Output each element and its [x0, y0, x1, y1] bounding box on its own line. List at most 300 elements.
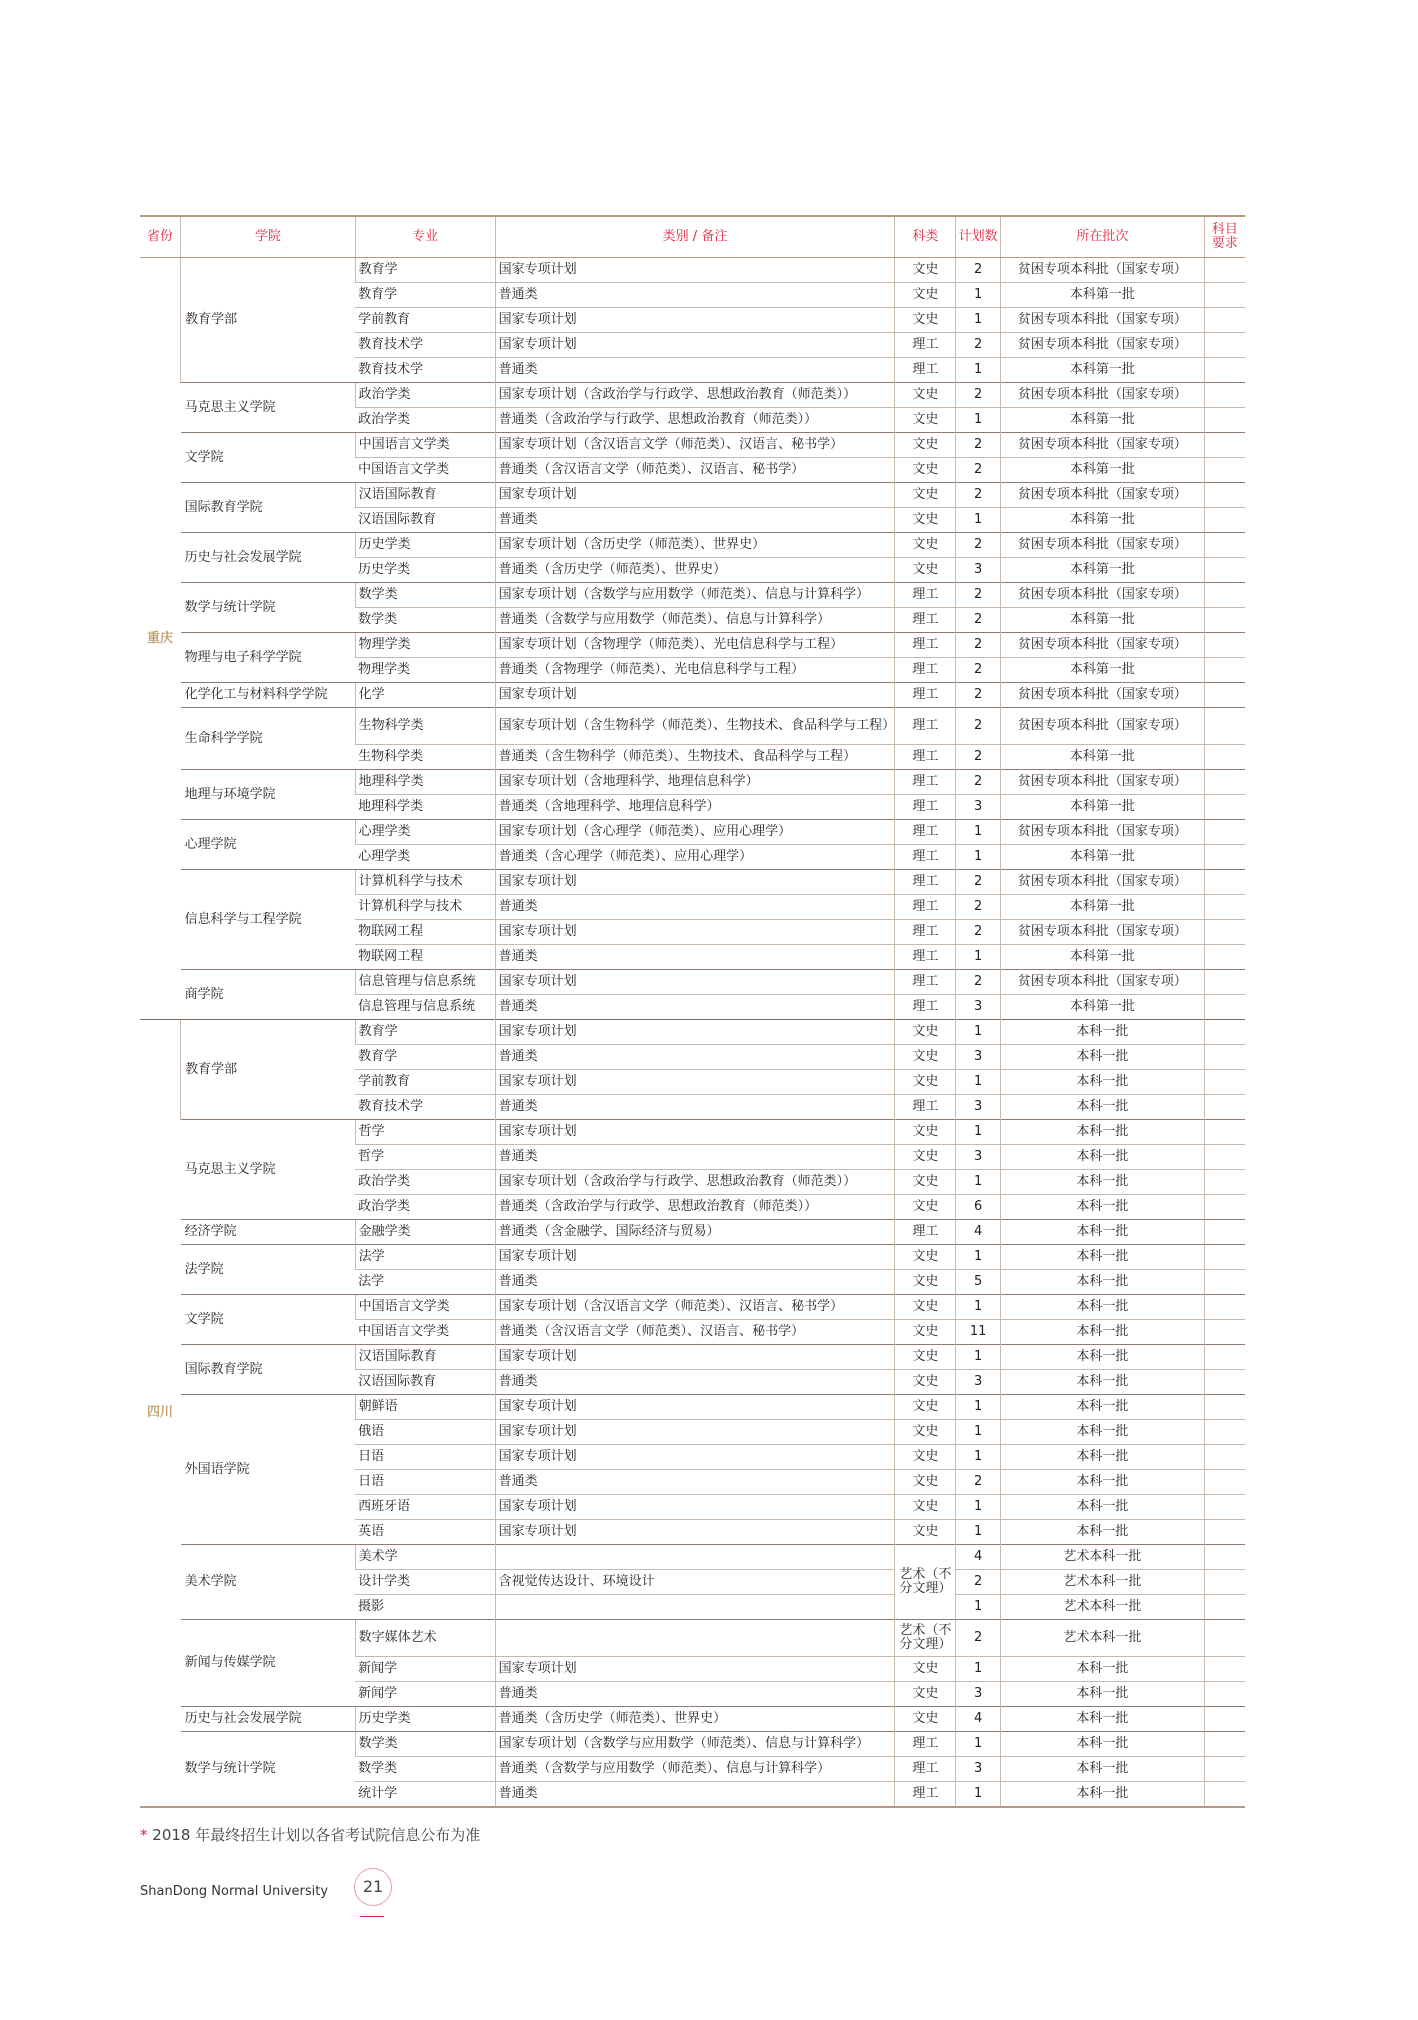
subject-cell: 文史 — [895, 1245, 956, 1270]
table-row — [140, 1245, 1245, 1270]
plan-count-cell: 1 — [956, 1170, 1001, 1195]
subject-cell: 理工 — [895, 820, 956, 845]
plan-count-cell: 1 — [956, 1295, 1001, 1320]
batch-cell: 贫困专项本科批（国家专项） — [1000, 708, 1204, 745]
subject-cell: 文史 — [895, 483, 956, 508]
major-cell: 数学类 — [355, 1757, 495, 1782]
subject-cell: 理工 — [895, 1757, 956, 1782]
category-cell: 国家专项计划 — [495, 1345, 895, 1370]
plan-count-cell: 2 — [956, 458, 1001, 483]
subject-cell: 文史 — [895, 1495, 956, 1520]
batch-cell: 贫困专项本科批（国家专项） — [1000, 970, 1204, 995]
batch-cell: 本科一批 — [1000, 1420, 1204, 1445]
batch-cell: 本科第一批 — [1000, 458, 1204, 483]
plan-count-cell: 1 — [956, 508, 1001, 533]
category-cell: 普通类 — [495, 1145, 895, 1170]
page-number: 21 — [354, 1868, 392, 1906]
requirement-cell — [1204, 608, 1245, 633]
plan-count-cell: 3 — [956, 1045, 1001, 1070]
major-cell: 历史学类 — [355, 558, 495, 583]
requirement-cell — [1204, 1095, 1245, 1120]
subject-cell: 理工 — [895, 708, 956, 745]
category-cell: 国家专项计划 — [495, 1495, 895, 1520]
requirement-cell — [1204, 795, 1245, 820]
plan-count-cell: 1 — [956, 1345, 1001, 1370]
category-cell: 国家专项计划 — [495, 1657, 895, 1682]
major-cell: 中国语言文学类 — [355, 1295, 495, 1320]
batch-cell: 贫困专项本科批（国家专项） — [1000, 333, 1204, 358]
subject-cell: 理工 — [895, 1732, 956, 1757]
plan-count-cell: 3 — [956, 1682, 1001, 1707]
subject-cell: 文史 — [895, 383, 956, 408]
college-cell: 文学院 — [181, 433, 356, 483]
category-cell: 普通类（含地理科学、地理信息科学） — [495, 795, 895, 820]
category-cell: 国家专项计划（含政治学与行政学、思想政治教育（师范类）） — [495, 1170, 895, 1195]
major-cell: 美术学 — [355, 1545, 495, 1570]
major-cell: 数学类 — [355, 583, 495, 608]
footnote — [140, 1824, 480, 1845]
category-cell: 普通类（含数学与应用数学（师范类）、信息与计算科学） — [495, 1757, 895, 1782]
requirement-cell — [1204, 1320, 1245, 1345]
plan-count-cell: 5 — [956, 1270, 1001, 1295]
batch-cell: 本科一批 — [1000, 1757, 1204, 1782]
category-cell: 普通类 — [495, 358, 895, 383]
plan-count-cell: 2 — [956, 608, 1001, 633]
subject-cell: 文史 — [895, 1682, 956, 1707]
college-cell: 物理与电子科学学院 — [181, 633, 356, 683]
batch-cell: 贫困专项本科批（国家专项） — [1000, 770, 1204, 795]
plan-count-cell: 1 — [956, 1395, 1001, 1420]
subject-cell: 文史 — [895, 1445, 956, 1470]
requirement-cell — [1204, 1345, 1245, 1370]
major-cell: 设计学类 — [355, 1570, 495, 1595]
major-cell: 哲学 — [355, 1145, 495, 1170]
table-row — [140, 1620, 1245, 1657]
subject-cell: 理工 — [895, 333, 956, 358]
category-cell: 普通类（含数学与应用数学（师范类）、信息与计算科学） — [495, 608, 895, 633]
plan-count-cell: 1 — [956, 1020, 1001, 1045]
batch-cell: 本科第一批 — [1000, 895, 1204, 920]
batch-cell: 本科一批 — [1000, 1195, 1204, 1220]
category-cell: 普通类 — [495, 945, 895, 970]
requirement-cell — [1204, 1570, 1245, 1595]
batch-cell: 本科一批 — [1000, 1682, 1204, 1707]
major-cell: 汉语国际教育 — [355, 483, 495, 508]
plan-count-cell: 2 — [956, 745, 1001, 770]
plan-count-cell: 4 — [956, 1707, 1001, 1732]
major-cell: 俄语 — [355, 1420, 495, 1445]
category-cell: 国家专项计划 — [495, 870, 895, 895]
major-cell: 法学 — [355, 1270, 495, 1295]
category-cell: 国家专项计划（含心理学（师范类）、应用心理学） — [495, 820, 895, 845]
college-cell: 文学院 — [181, 1295, 356, 1345]
major-cell: 物理学类 — [355, 633, 495, 658]
category-cell: 普通类 — [495, 1370, 895, 1395]
batch-cell: 贫困专项本科批（国家专项） — [1000, 920, 1204, 945]
category-cell: 普通类（含物理学（师范类）、光电信息科学与工程） — [495, 658, 895, 683]
plan-count-cell: 2 — [956, 583, 1001, 608]
table-row — [140, 683, 1245, 708]
plan-count-cell: 4 — [956, 1545, 1001, 1570]
batch-cell: 本科一批 — [1000, 1045, 1204, 1070]
footnote-star: * — [140, 1826, 148, 1844]
major-cell: 中国语言文学类 — [355, 1320, 495, 1345]
requirement-cell — [1204, 1445, 1245, 1470]
batch-cell: 贫困专项本科批（国家专项） — [1000, 870, 1204, 895]
category-cell: 普通类 — [495, 995, 895, 1020]
category-cell — [495, 1620, 895, 1657]
batch-cell: 本科一批 — [1000, 1095, 1204, 1120]
requirement-cell — [1204, 1395, 1245, 1420]
requirement-cell — [1204, 1245, 1245, 1270]
subject-cell: 艺术（不分文理） — [895, 1620, 956, 1657]
requirement-cell — [1204, 1682, 1245, 1707]
requirement-cell — [1204, 533, 1245, 558]
batch-cell: 本科第一批 — [1000, 358, 1204, 383]
subject-cell: 文史 — [895, 1120, 956, 1145]
table-row — [140, 1295, 1245, 1320]
table-header-row — [140, 216, 1245, 258]
plan-count-cell: 3 — [956, 558, 1001, 583]
table-row — [140, 583, 1245, 608]
plan-count-cell: 2 — [956, 333, 1001, 358]
major-cell: 学前教育 — [355, 308, 495, 333]
province-cell: 四川 — [140, 1020, 181, 1808]
subject-cell: 理工 — [895, 1220, 956, 1245]
requirement-cell — [1204, 1495, 1245, 1520]
major-cell: 生物科学类 — [355, 708, 495, 745]
table-row — [140, 870, 1245, 895]
subject-cell: 文史 — [895, 1520, 956, 1545]
requirement-cell — [1204, 1732, 1245, 1757]
subject-cell: 文史 — [895, 283, 956, 308]
batch-cell: 本科第一批 — [1000, 995, 1204, 1020]
major-cell: 政治学类 — [355, 408, 495, 433]
college-cell: 教育学部 — [181, 258, 356, 383]
plan-count-cell: 2 — [956, 658, 1001, 683]
plan-count-cell: 2 — [956, 920, 1001, 945]
subject-cell: 理工 — [895, 683, 956, 708]
category-cell: 国家专项计划 — [495, 1020, 895, 1045]
major-cell: 学前教育 — [355, 1070, 495, 1095]
major-cell: 计算机科学与技术 — [355, 870, 495, 895]
header-batch: 所在批次 — [1000, 216, 1204, 258]
subject-cell: 文史 — [895, 1045, 956, 1070]
requirement-cell — [1204, 383, 1245, 408]
plan-count-cell: 2 — [956, 683, 1001, 708]
batch-cell: 本科一批 — [1000, 1170, 1204, 1195]
requirement-cell — [1204, 633, 1245, 658]
requirement-cell — [1204, 1070, 1245, 1095]
major-cell: 教育学 — [355, 283, 495, 308]
plan-count-cell: 1 — [956, 945, 1001, 970]
batch-cell: 贫困专项本科批（国家专项） — [1000, 533, 1204, 558]
plan-count-cell: 2 — [956, 383, 1001, 408]
requirement-cell — [1204, 945, 1245, 970]
subject-cell: 理工 — [895, 870, 956, 895]
major-cell: 物联网工程 — [355, 920, 495, 945]
category-cell: 普通类 — [495, 283, 895, 308]
plan-count-cell: 2 — [956, 970, 1001, 995]
category-cell: 普通类 — [495, 1045, 895, 1070]
subject-cell: 理工 — [895, 358, 956, 383]
category-cell: 国家专项计划 — [495, 333, 895, 358]
table-row — [140, 533, 1245, 558]
table-row — [140, 383, 1245, 408]
major-cell: 日语 — [355, 1470, 495, 1495]
header-requirement: 科目要求 — [1204, 216, 1245, 258]
plan-count-cell: 1 — [956, 1070, 1001, 1095]
major-cell: 教育学 — [355, 1045, 495, 1070]
header-plan: 计划数 — [956, 216, 1001, 258]
major-cell: 教育学 — [355, 258, 495, 283]
requirement-cell — [1204, 1757, 1245, 1782]
category-cell: 普通类（含汉语言文学（师范类）、汉语言、秘书学） — [495, 458, 895, 483]
batch-cell: 本科一批 — [1000, 1470, 1204, 1495]
major-cell: 朝鲜语 — [355, 1395, 495, 1420]
batch-cell: 贫困专项本科批（国家专项） — [1000, 683, 1204, 708]
major-cell: 信息管理与信息系统 — [355, 995, 495, 1020]
plan-count-cell: 1 — [956, 1657, 1001, 1682]
subject-cell: 理工 — [895, 795, 956, 820]
subject-cell: 文史 — [895, 1295, 956, 1320]
batch-cell: 本科一批 — [1000, 1495, 1204, 1520]
batch-cell: 本科一批 — [1000, 1782, 1204, 1808]
table-row — [140, 1020, 1245, 1045]
category-cell: 国家专项计划（含历史学（师范类）、世界史） — [495, 533, 895, 558]
plan-count-cell: 1 — [956, 1732, 1001, 1757]
requirement-cell — [1204, 845, 1245, 870]
batch-cell: 本科一批 — [1000, 1445, 1204, 1470]
batch-cell: 贫困专项本科批（国家专项） — [1000, 308, 1204, 333]
major-cell: 教育技术学 — [355, 358, 495, 383]
batch-cell: 贫困专项本科批（国家专项） — [1000, 258, 1204, 283]
table-row — [140, 1220, 1245, 1245]
requirement-cell — [1204, 820, 1245, 845]
requirement-cell — [1204, 745, 1245, 770]
category-cell: 国家专项计划（含汉语言文学（师范类）、汉语言、秘书学） — [495, 1295, 895, 1320]
subject-cell: 文史 — [895, 1657, 956, 1682]
requirement-cell — [1204, 995, 1245, 1020]
subject-cell: 理工 — [895, 845, 956, 870]
requirement-cell — [1204, 1707, 1245, 1732]
category-cell: 普通类 — [495, 895, 895, 920]
province-cell: 重庆 — [140, 258, 181, 1020]
subject-cell: 理工 — [895, 745, 956, 770]
requirement-cell — [1204, 1595, 1245, 1620]
batch-cell: 本科一批 — [1000, 1320, 1204, 1345]
college-cell: 信息科学与工程学院 — [181, 870, 356, 970]
batch-cell: 艺术本科一批 — [1000, 1595, 1204, 1620]
plan-count-cell: 3 — [956, 1370, 1001, 1395]
table-row — [140, 483, 1245, 508]
table-row — [140, 1732, 1245, 1757]
major-cell: 摄影 — [355, 1595, 495, 1620]
major-cell: 政治学类 — [355, 1170, 495, 1195]
requirement-cell — [1204, 1520, 1245, 1545]
major-cell: 计算机科学与技术 — [355, 895, 495, 920]
major-cell: 中国语言文学类 — [355, 458, 495, 483]
subject-cell: 理工 — [895, 1782, 956, 1808]
header-province: 省份 — [140, 216, 181, 258]
batch-cell: 本科第一批 — [1000, 795, 1204, 820]
category-cell: 国家专项计划 — [495, 1395, 895, 1420]
category-cell — [495, 1595, 895, 1620]
major-cell: 日语 — [355, 1445, 495, 1470]
plan-count-cell: 1 — [956, 1595, 1001, 1620]
batch-cell: 本科一批 — [1000, 1220, 1204, 1245]
subject-cell: 文史 — [895, 558, 956, 583]
plan-count-cell: 11 — [956, 1320, 1001, 1345]
table-row — [140, 770, 1245, 795]
batch-cell: 本科一批 — [1000, 1070, 1204, 1095]
requirement-cell — [1204, 1270, 1245, 1295]
subject-cell: 文史 — [895, 1370, 956, 1395]
subject-cell: 文史 — [895, 1170, 956, 1195]
batch-cell: 本科一批 — [1000, 1370, 1204, 1395]
plan-count-cell: 2 — [956, 1620, 1001, 1657]
requirement-cell — [1204, 1120, 1245, 1145]
plan-count-cell: 1 — [956, 283, 1001, 308]
batch-cell: 贫困专项本科批（国家专项） — [1000, 483, 1204, 508]
category-cell: 普通类（含金融学、国际经济与贸易） — [495, 1220, 895, 1245]
college-cell: 数学与统计学院 — [181, 583, 356, 633]
batch-cell: 本科一批 — [1000, 1520, 1204, 1545]
header-college: 学院 — [181, 216, 356, 258]
major-cell: 政治学类 — [355, 1195, 495, 1220]
category-cell: 普通类（含历史学（师范类）、世界史） — [495, 1707, 895, 1732]
table-row — [140, 1345, 1245, 1370]
requirement-cell — [1204, 433, 1245, 458]
subject-cell: 理工 — [895, 1095, 956, 1120]
major-cell: 物联网工程 — [355, 945, 495, 970]
subject-cell: 理工 — [895, 583, 956, 608]
college-cell: 外国语学院 — [181, 1395, 356, 1545]
major-cell: 历史学类 — [355, 533, 495, 558]
table-row — [140, 1545, 1245, 1570]
major-cell: 金融学类 — [355, 1220, 495, 1245]
college-cell: 国际教育学院 — [181, 1345, 356, 1395]
college-cell: 法学院 — [181, 1245, 356, 1295]
requirement-cell — [1204, 258, 1245, 283]
college-cell: 历史与社会发展学院 — [181, 1707, 356, 1732]
subject-cell: 文史 — [895, 258, 956, 283]
table-row — [140, 970, 1245, 995]
major-cell: 信息管理与信息系统 — [355, 970, 495, 995]
subject-cell: 文史 — [895, 1070, 956, 1095]
requirement-cell — [1204, 283, 1245, 308]
requirement-cell — [1204, 458, 1245, 483]
category-cell: 国家专项计划（含数学与应用数学（师范类）、信息与计算科学） — [495, 1732, 895, 1757]
batch-cell: 贫困专项本科批（国家专项） — [1000, 583, 1204, 608]
category-cell: 国家专项计划 — [495, 258, 895, 283]
batch-cell: 本科一批 — [1000, 1270, 1204, 1295]
plan-count-cell: 2 — [956, 708, 1001, 745]
requirement-cell — [1204, 1045, 1245, 1070]
batch-cell: 本科第一批 — [1000, 408, 1204, 433]
major-cell: 地理科学类 — [355, 795, 495, 820]
requirement-cell — [1204, 333, 1245, 358]
plan-count-cell: 2 — [956, 533, 1001, 558]
header-subject: 科类 — [895, 216, 956, 258]
table-row — [140, 433, 1245, 458]
subject-cell: 文史 — [895, 1145, 956, 1170]
requirement-cell — [1204, 1420, 1245, 1445]
category-cell: 普通类 — [495, 1095, 895, 1120]
subject-cell: 文史 — [895, 1470, 956, 1495]
plan-count-cell: 1 — [956, 820, 1001, 845]
college-cell: 马克思主义学院 — [181, 383, 356, 433]
college-cell: 新闻与传媒学院 — [181, 1620, 356, 1707]
major-cell: 西班牙语 — [355, 1495, 495, 1520]
table-row — [140, 258, 1245, 283]
requirement-cell — [1204, 920, 1245, 945]
major-cell: 物理学类 — [355, 658, 495, 683]
major-cell: 中国语言文学类 — [355, 433, 495, 458]
subject-cell: 理工 — [895, 970, 956, 995]
category-cell: 国家专项计划（含物理学（师范类）、光电信息科学与工程） — [495, 633, 895, 658]
batch-cell: 本科一批 — [1000, 1657, 1204, 1682]
subject-cell: 文史 — [895, 508, 956, 533]
requirement-cell — [1204, 658, 1245, 683]
batch-cell: 贫困专项本科批（国家专项） — [1000, 433, 1204, 458]
batch-cell: 本科第一批 — [1000, 508, 1204, 533]
table-row — [140, 1120, 1245, 1145]
subject-cell: 理工 — [895, 945, 956, 970]
subject-cell: 文史 — [895, 308, 956, 333]
major-cell: 汉语国际教育 — [355, 1370, 495, 1395]
major-cell: 数字媒体艺术 — [355, 1620, 495, 1657]
table-row — [140, 820, 1245, 845]
plan-count-cell: 1 — [956, 1445, 1001, 1470]
batch-cell: 贫困专项本科批（国家专项） — [1000, 383, 1204, 408]
college-cell: 美术学院 — [181, 1545, 356, 1620]
plan-count-cell: 2 — [956, 633, 1001, 658]
subject-cell: 文史 — [895, 1020, 956, 1045]
major-cell: 心理学类 — [355, 845, 495, 870]
plan-count-cell: 1 — [956, 1520, 1001, 1545]
major-cell: 历史学类 — [355, 1707, 495, 1732]
plan-count-cell: 2 — [956, 483, 1001, 508]
plan-count-cell: 2 — [956, 1470, 1001, 1495]
college-cell: 生命科学学院 — [181, 708, 356, 770]
major-cell: 心理学类 — [355, 820, 495, 845]
requirement-cell — [1204, 1170, 1245, 1195]
requirement-cell — [1204, 308, 1245, 333]
category-cell: 国家专项计划 — [495, 683, 895, 708]
batch-cell: 艺术本科一批 — [1000, 1545, 1204, 1570]
header-category: 类别 / 备注 — [495, 216, 895, 258]
batch-cell: 本科第一批 — [1000, 283, 1204, 308]
plan-count-cell: 2 — [956, 258, 1001, 283]
requirement-cell — [1204, 1195, 1245, 1220]
major-cell: 地理科学类 — [355, 770, 495, 795]
plan-count-cell: 1 — [956, 408, 1001, 433]
category-cell — [495, 1545, 895, 1570]
plan-count-cell: 2 — [956, 433, 1001, 458]
category-cell: 普通类（含汉语言文学（师范类）、汉语言、秘书学） — [495, 1320, 895, 1345]
subject-cell: 文史 — [895, 1345, 956, 1370]
university-name: ShanDong Normal University — [140, 1884, 329, 1899]
subject-cell: 理工 — [895, 608, 956, 633]
subject-cell: 文史 — [895, 1707, 956, 1732]
requirement-cell — [1204, 1145, 1245, 1170]
college-cell: 教育学部 — [181, 1020, 356, 1120]
batch-cell: 本科一批 — [1000, 1295, 1204, 1320]
plan-count-cell: 3 — [956, 1145, 1001, 1170]
college-cell: 历史与社会发展学院 — [181, 533, 356, 583]
table-row — [140, 708, 1245, 745]
